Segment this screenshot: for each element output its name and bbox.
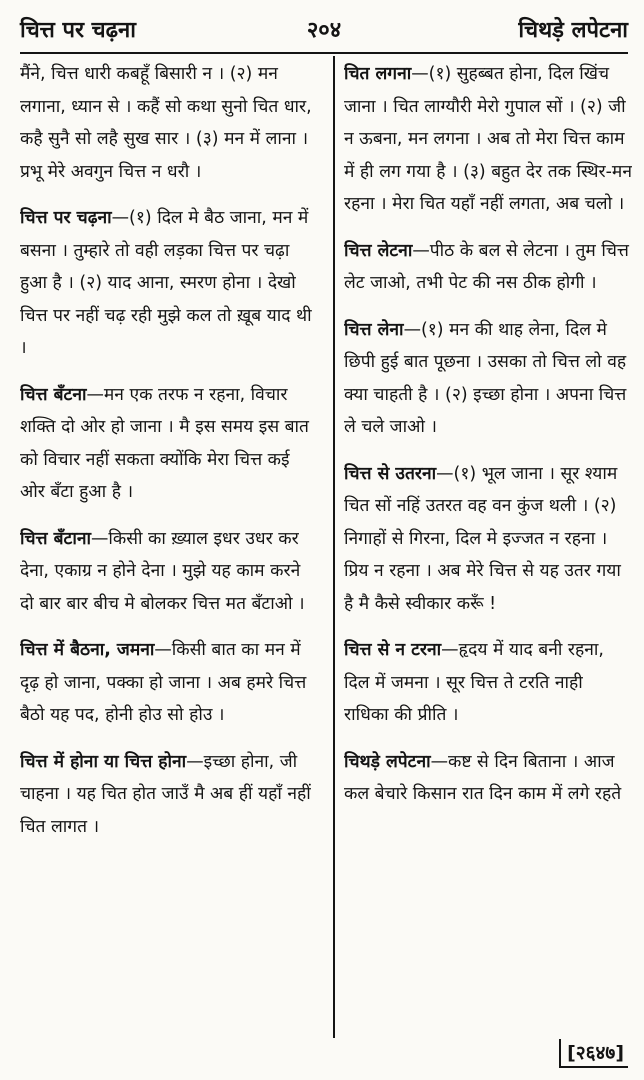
entry-headword: चिथड़े लपेटना (344, 751, 431, 772)
entry-text: —किसी बात का मन में दृढ़ हो जाना, पक्का हो जाना । अब हमरे चित्त बैठो यह पद, होनी होउ सो होउ । (20, 640, 307, 725)
entry-text: —कष्ट से दिन बिताना । आज कल बेचारे किसान रात दिन काम में लगे रहते (344, 751, 622, 804)
entry-headword: चित्त बँटाना (20, 528, 91, 549)
entry (20, 523, 318, 621)
entry-headword: चित्त लेटना (344, 240, 413, 261)
entry (344, 458, 632, 621)
entry-continuation (20, 58, 318, 188)
entry (344, 746, 632, 811)
entry-headword: चित्त में होना या चित्त होना (20, 751, 187, 772)
catchword: [२६४७] (559, 1039, 628, 1068)
entry (20, 634, 318, 732)
header-left-headword: चित्त पर चढ़ना (20, 18, 136, 43)
entry (20, 746, 318, 844)
entry-text: मैंने, चित्त धारी कबहूँ बिसारी न । (२) मन लगाना, ध्यान से । कहैं सो कथा सुनो चित धार, कहै सुनै सो लहै सुख सार । (३) मन में लाना । प्रभू मेरे अवगुन चित्त न धरौ । (20, 64, 312, 182)
entry (20, 379, 318, 509)
right-column (344, 58, 632, 1030)
page-number: २०४ (306, 18, 342, 43)
entry-headword: चित्त पर चढ़ना (20, 208, 112, 228)
header-rule (20, 52, 628, 54)
column-divider (333, 56, 335, 1038)
left-column (20, 58, 318, 1030)
entry-headword: चित्त से न टरना (344, 640, 442, 660)
header-right-headword: चिथड़े लपेटना (518, 18, 628, 43)
entry (344, 58, 632, 221)
entry-headword: चित्त से उतरना (344, 463, 437, 484)
entry-headword: चित्त में बैठना, जमना (20, 640, 155, 660)
entry-text: —(१) सुहब्बत होना, दिल खिंच जाना । चित लाग्यौरी मेरो गुपाल सों । (२) जी न ऊबना, मन लगना । अब तो मेरा चित्त काम में ही लग गया है । (३) बहुत देर तक स्थिर-मन रहना । मेरा चित यहाँ नहीं लगता, अब चलो । (344, 64, 632, 214)
entry (344, 314, 632, 444)
entry-text: —पीठ के बल से लेटना । तुम चित्त लेट जाओ, तभी पेट की नस ठीक होगी । (344, 240, 629, 293)
entry-headword: चित्त लेना (344, 319, 404, 340)
entry-text: —मन एक तरफ न रहना, विचार शक्ति दो ओर हो जाना । मै इस समय इस बात को विचार नहीं सकता क्योंकि मेरा चित्त कई ओर बँटा हुआ है । (20, 384, 309, 502)
entry-headword: चित्त बँटना (20, 384, 87, 405)
entry-text: —किसी का ख़्याल इधर उधर कर देना, एकाग्र न होने देना । मुझे यह काम करने दो बार बार बीच मे बोलकर चित्त मत बँटाओ । (20, 528, 305, 614)
entry (344, 235, 632, 300)
entry (344, 634, 632, 732)
entry-text: —इच्छा होना, जी चाहना । यह चित होत जाउँ मै अब हीं यहाँ नहीं चित लागत । (20, 751, 311, 837)
entry-text: —(१) भूल जाना । सूर श्याम चित सों नहिं उतरत वह वन कुंज थली । (२) निगाहों से गिरना, दिल मे इज्जत न रहना । प्रिय न रहना । अब मेरे चित्त से यह उतर गया है मै कैसे स्वीकार करूँ ! (344, 463, 621, 614)
entry-text: —(१) दिल मे बैठ जाना, मन में बसना । तुम्हारे तो वही लड़का चित्त पर चढ़ा हुआ है । (२) याद आना, स्मरण होना । देखो चित्त पर नहीं चढ़ रही मुझे कल तो ख़ूब याद थी । (20, 208, 312, 358)
entry (20, 202, 318, 365)
entry-headword: चित लगना (344, 64, 412, 84)
entry-text: —हृदय में याद बनी रहना, दिल में जमना । सूर चित्त ते टरति नाही राधिका की प्रीति । (344, 640, 604, 725)
entry-text: —(१) मन की थाह लेना, दिल मे छिपी हुई बात पूछना । उसका तो चित्त लो वह क्या चाहती है । (२) इच्छा होना । अपना चित्त ले चले जाओ । (344, 319, 627, 437)
running-header (20, 14, 628, 48)
